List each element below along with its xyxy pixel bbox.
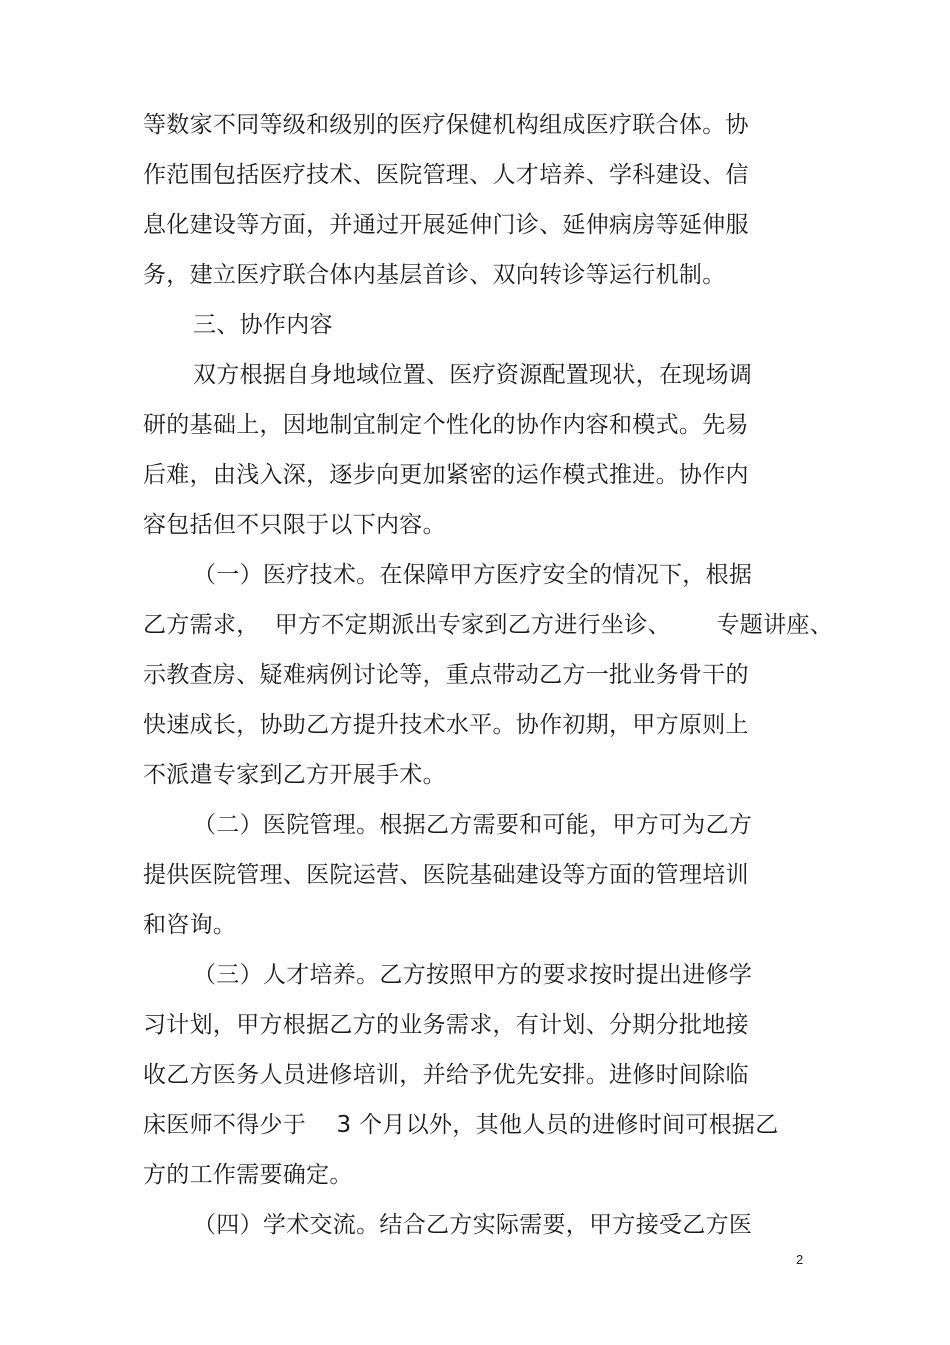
text-line: 和咨询。 bbox=[143, 912, 237, 938]
text-line: 床医师不得少于 3 个月以外，其他人员的进修时间可根据乙 bbox=[143, 1112, 779, 1138]
text-line: （三）人才培养。乙方按照甲方的要求按时提出进修学 bbox=[193, 962, 753, 988]
text-line: 提供医院管理、医院运营、医院基础建设等方面的管理培训 bbox=[143, 862, 749, 888]
text-line: （一）医疗技术。在保障甲方医疗安全的情况下，根据 bbox=[193, 562, 753, 588]
text-line: 作范围包括医疗技术、医院管理、人才培养、学科建设、信 bbox=[143, 162, 749, 188]
text-line: 乙方需求， 甲方不定期派出专家到乙方进行坐诊、 专题讲座、 bbox=[143, 612, 833, 638]
text-line: 双方根据自身地域位置、医疗资源配置现状，在现场调 bbox=[193, 362, 753, 388]
text-line: 不派遣专家到乙方开展手术。 bbox=[143, 762, 446, 788]
text-line: 务，建立医疗联合体内基层首诊、双向转诊等运行机制。 bbox=[143, 262, 726, 288]
text-line: 容包括但不只限于以下内容。 bbox=[143, 512, 446, 538]
section-heading: 三、协作内容 bbox=[193, 312, 333, 338]
text-line: 方的工作需要确定。 bbox=[143, 1162, 353, 1188]
text-line: 示教查房、疑难病例讨论等，重点带动乙方一批业务骨干的 bbox=[143, 662, 749, 688]
text-line: 等数家不同等级和级别的医疗保健机构组成医疗联合体。协 bbox=[143, 112, 749, 138]
text-line: 收乙方医务人员进修培训，并给予优先安排。进修时间除临 bbox=[143, 1062, 749, 1088]
text-line: 习计划，甲方根据乙方的业务需求，有计划、分期分批地接 bbox=[143, 1012, 749, 1038]
text-line: 研的基础上，因地制宜制定个性化的协作内容和模式。先易 bbox=[143, 412, 749, 438]
text-line: （二）医院管理。根据乙方需要和可能，甲方可为乙方 bbox=[193, 812, 753, 838]
text-line: 后难，由浅入深，逐步向更加紧密的运作模式推进。协作内 bbox=[143, 462, 749, 488]
text-line: 息化建设等方面，并通过开展延伸门诊、延伸病房等延伸服 bbox=[143, 212, 749, 238]
text-line: （四）学术交流。结合乙方实际需要，甲方接受乙方医 bbox=[193, 1212, 753, 1238]
page-number: 2 bbox=[796, 1252, 804, 1267]
text-line: 快速成长，协助乙方提升技术水平。协作初期，甲方原则上 bbox=[143, 712, 749, 738]
